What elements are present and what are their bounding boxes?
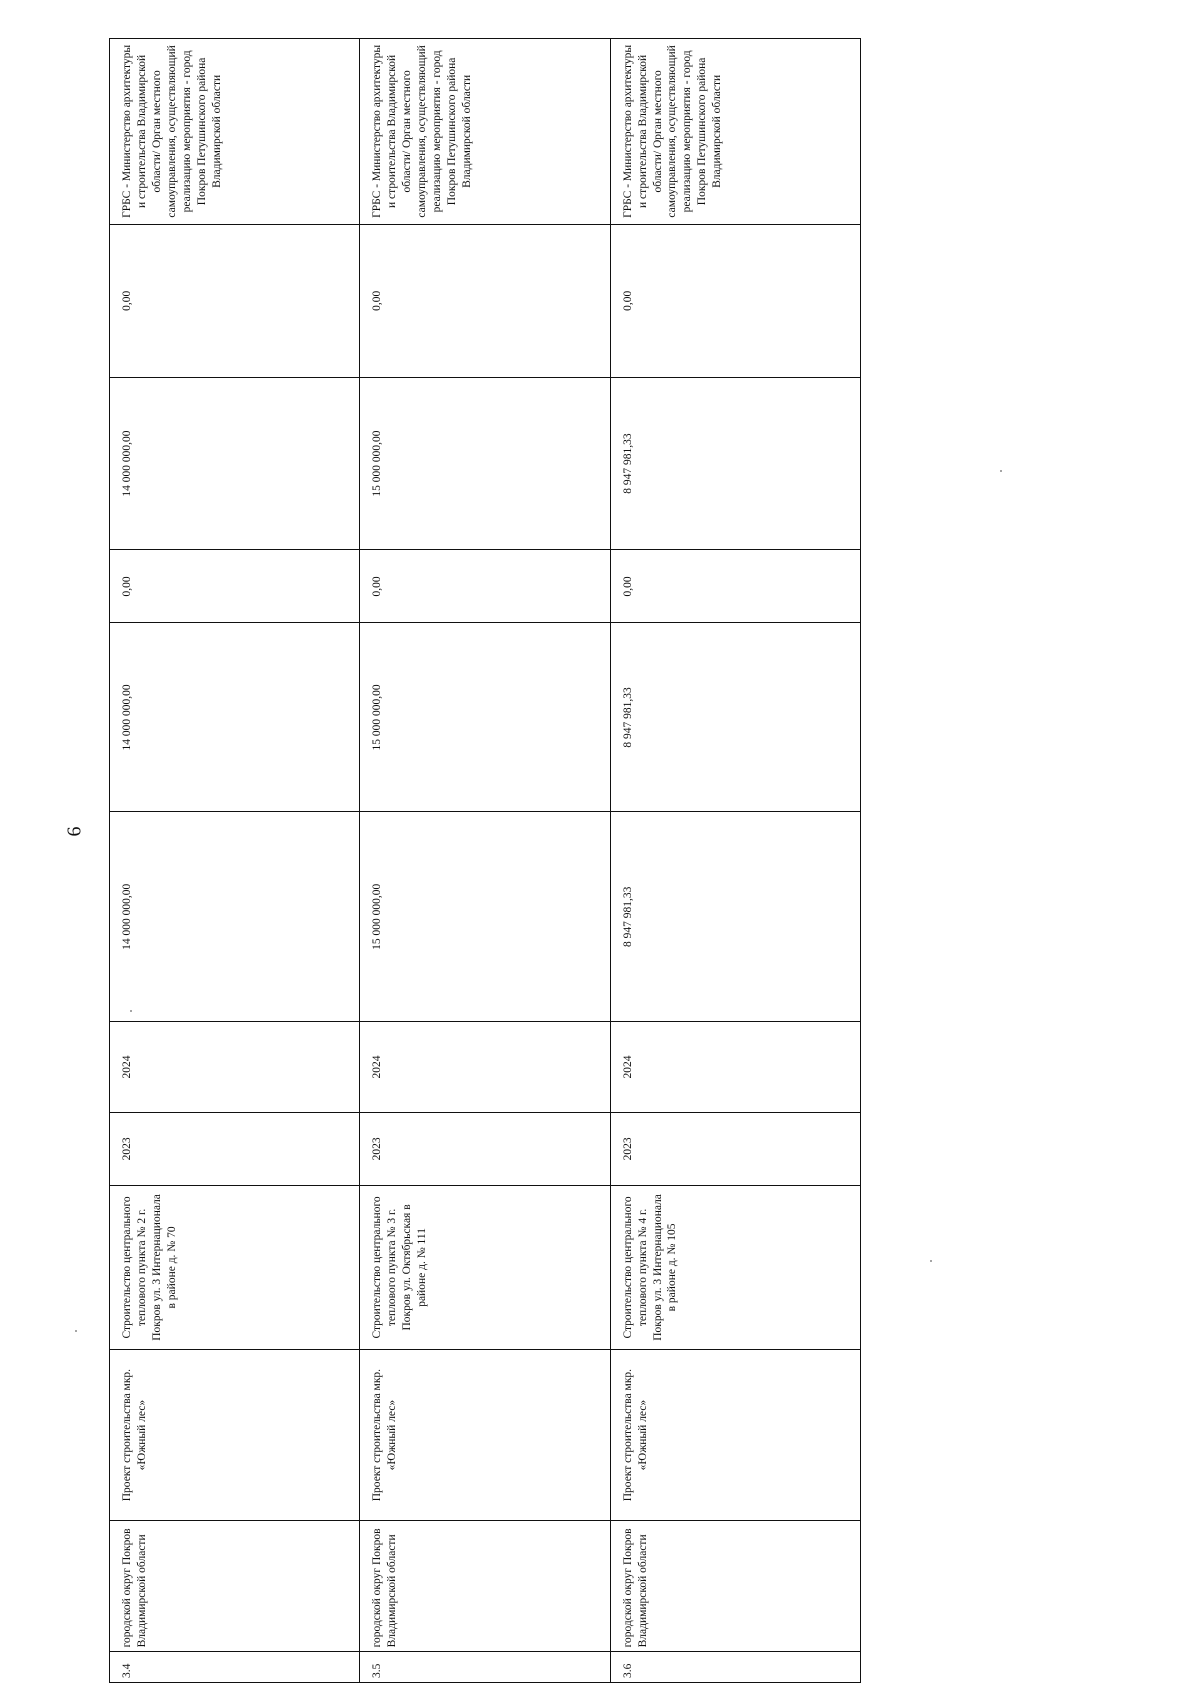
amount-cell: 0,00 [110,224,360,377]
table-row [610,39,860,1683]
project-cell: Проект строительства мкр. «Южный лес» [610,1349,860,1521]
row-number: 3.4 [110,1652,360,1683]
responsible-cell: ГРБС - Министерство архитектуры и строительства Владимирской области/ Орган местного самоуправления, осуществляющий реализацию мероприятия - город Покров Петушинского района Владимирской области [610,39,860,225]
funding-table [109,38,861,1683]
responsible-cell: ГРБС - Министерство архитектуры и строительства Владимирской области/ Орган местного самоуправления, осуществляющий реализацию мероприятия - город Покров Петушинского района Владимирской области [360,39,610,225]
end-year-cell: 2024 [610,1022,860,1113]
total-cost-cell: 15 000 000,00 [360,812,610,1022]
amount-cell: 15 000 000,00 [360,377,610,550]
amount-cell: 0,00 [610,224,860,377]
end-year-cell: 2024 [360,1022,610,1113]
amount-cell: 0,00 [610,550,860,623]
amount-cell: 8 947 981,33 [610,377,860,550]
table-row [110,39,360,1683]
scan-speck [130,1010,132,1012]
amount-cell: 14 000 000,00 [110,623,360,812]
project-cell: Проект строительства мкр. «Южный лес» [110,1349,360,1521]
page-number: 6 [63,826,86,837]
object-cell: Строительство центрального теплового пункта № 4 г. Покров ул. 3 Интернационала в районе д. № 105 [610,1186,860,1350]
project-cell: Проект строительства мкр. «Южный лес» [360,1349,610,1521]
scan-speck [75,1330,77,1332]
total-cost-cell: 8 947 981,33 [610,812,860,1022]
object-cell: Строительство центрального теплового пункта № 3 г. Покров ул. Октябрьская в районе д. № 111 [360,1186,610,1350]
table-row [360,39,610,1683]
municipality-cell: городской округ Покров Владимирской области [610,1521,860,1652]
amount-cell: 0,00 [360,224,610,377]
municipality-cell: городской округ Покров Владимирской области [110,1521,360,1652]
start-year-cell: 2023 [360,1112,610,1185]
row-number: 3.5 [360,1652,610,1683]
responsible-cell: ГРБС - Министерство архитектуры и строительства Владимирской области/ Орган местного самоуправления, осуществляющий реализацию мероприятия - город Покров Петушинского района Владимирской области [110,39,360,225]
scan-speck [1000,470,1002,472]
start-year-cell: 2023 [610,1112,860,1185]
amount-cell: 8 947 981,33 [610,623,860,812]
row-number: 3.6 [610,1652,860,1683]
amount-cell: 0,00 [110,550,360,623]
municipality-cell: городской округ Покров Владимирской области [360,1521,610,1652]
total-cost-cell: 14 000 000,00 [110,812,360,1022]
start-year-cell: 2023 [110,1112,360,1185]
end-year-cell: 2024 [110,1022,360,1113]
amount-cell: 14 000 000,00 [110,377,360,550]
scan-speck [930,1260,932,1262]
amount-cell: 0,00 [360,550,610,623]
table-container [109,38,1200,1678]
rotated-table-wrapper [109,38,861,1683]
object-cell: Строительство центрального теплового пункта № 2 г. Покров ул. 3 Интернационала в районе д. № 70 [110,1186,360,1350]
amount-cell: 15 000 000,00 [360,623,610,812]
